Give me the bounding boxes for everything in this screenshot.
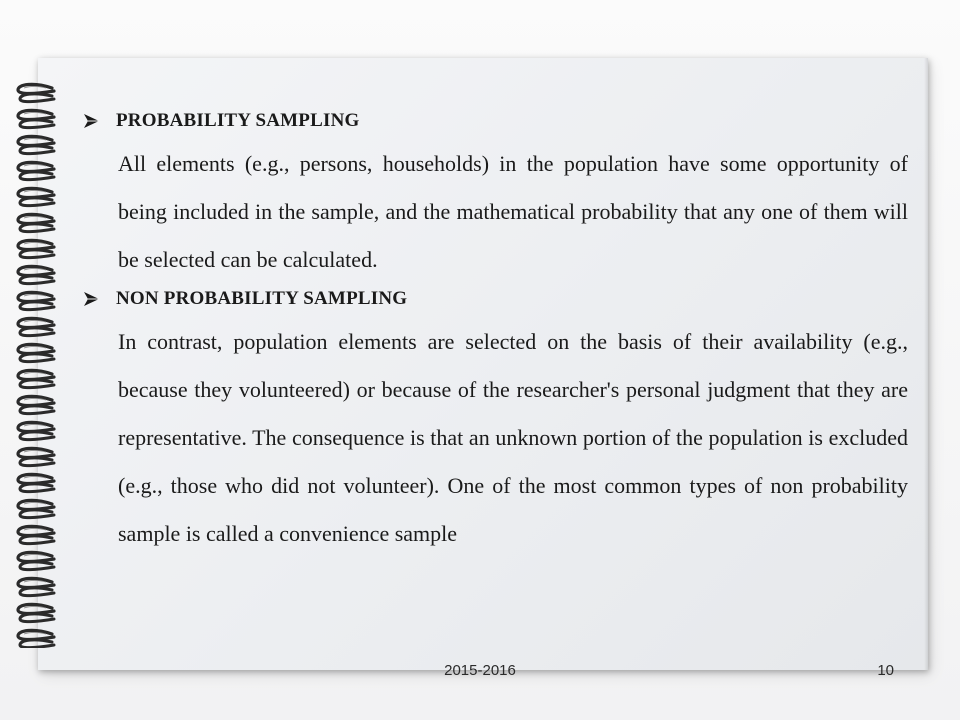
heading-probability-sampling: PROBABILITY SAMPLING — [116, 110, 360, 131]
spiral-coil — [18, 84, 54, 101]
spiral-coil — [18, 344, 54, 361]
arrow-checkmark-bullet-icon — [82, 288, 116, 310]
spiral-coil — [18, 526, 54, 543]
spiral-coil — [18, 292, 54, 309]
spiral-coil — [18, 552, 54, 569]
spiral-coil — [18, 630, 54, 647]
arrow-checkmark-bullet-icon — [82, 110, 116, 132]
page-number: 10 — [877, 662, 894, 679]
spiral-coil — [18, 188, 54, 205]
spiral-coil — [18, 318, 54, 335]
spiral-coil — [18, 214, 54, 231]
spiral-coil — [18, 422, 54, 439]
spiral-coil — [18, 266, 54, 283]
spiral-coil — [18, 370, 54, 387]
spiral-coil — [18, 162, 54, 179]
paragraph-probability-sampling: All elements (e.g., persons, households) in the population have some opportunity of being included in the sample, and the mathematical probability that any one of them will be selected can be calculated. — [118, 151, 908, 272]
heading-non-probability-sampling: NON PROBABILITY SAMPLING — [116, 288, 408, 309]
spiral-coil — [18, 500, 54, 517]
spiral-binding-icon — [12, 78, 62, 648]
spiral-coil — [18, 448, 54, 465]
spiral-coil — [18, 474, 54, 491]
slide-content — [82, 104, 908, 558]
spiral-coil — [18, 578, 54, 595]
spiral-coil — [18, 240, 54, 257]
paragraph-non-probability-sampling: In contrast, population elements are selected on the basis of their availability (e.g., because they volunteered) or because of the researcher's personal judgment that they are representative. The consequence is that an unknown portion of the population is excluded (e.g., those who did not volunteer). One of the most common types of non probability sample is called a convenience sample — [118, 329, 908, 546]
section-heading-row — [82, 282, 908, 316]
spiral-coil — [18, 396, 54, 413]
section-heading-row — [82, 104, 908, 138]
spiral-coil — [18, 136, 54, 153]
spiral-coil — [18, 604, 54, 621]
footer-date: 2015-2016 — [444, 662, 516, 679]
spiral-coil — [18, 110, 54, 127]
